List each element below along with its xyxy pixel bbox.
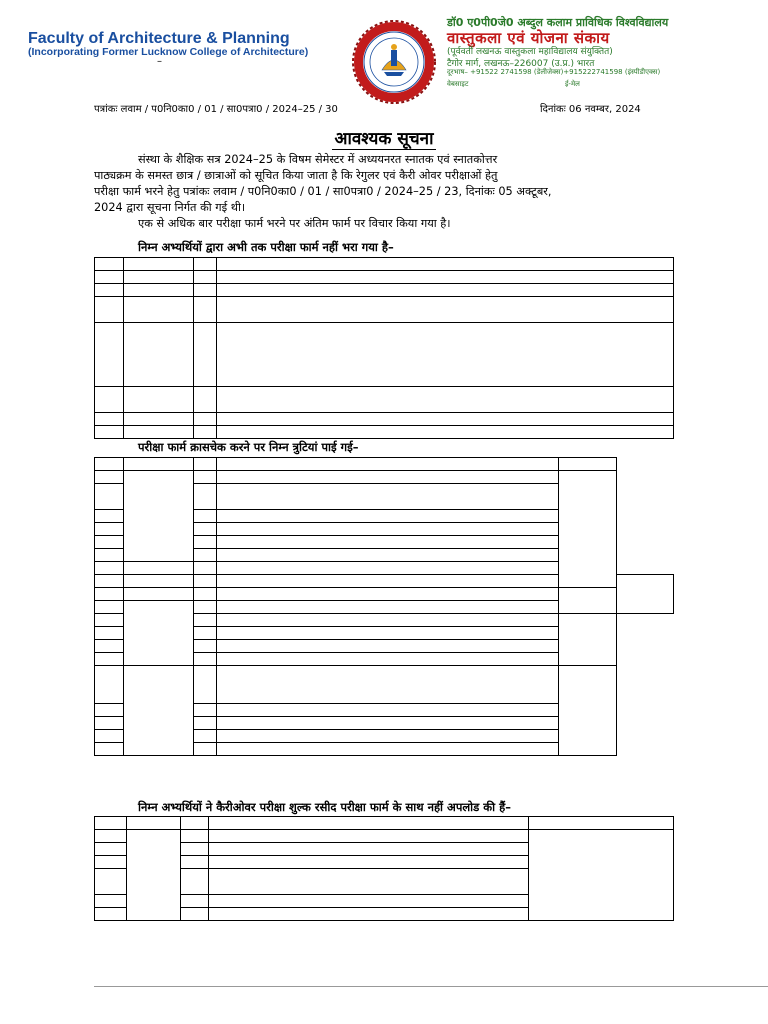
- faculty-hindi-name: वास्तुकला एवं योजना संकाय: [447, 29, 610, 47]
- notice-line: संस्था के शैक्षिक सत्र 2024–25 के विषम सेमेस्टर में अध्ययनरत स्नातक एवं स्नातकोत्तर: [138, 153, 498, 166]
- footer-divider: [94, 986, 768, 987]
- table-row: [95, 297, 674, 323]
- website-label: वेबसाइट: [447, 80, 469, 88]
- section-not-filled-title: निम्न अभ्यर्थियों द्वारा अभी तक परीक्षा फार्म नहीं भरा गया है–: [138, 240, 394, 254]
- table-row: [95, 323, 674, 387]
- reference-number: पत्रांकः लवाम / प0नि0का0 / 01 / सा0पत्रा0 / 2024–25 / 30: [94, 104, 338, 115]
- notice-line: परीक्षा फार्म भरने हेतु पत्रांकः लवाम / प0नि0का0 / 01 / सा0पत्रा0 / 2024–25 / 23, दिनांकः 05 अक्टूबर,: [94, 185, 552, 198]
- table-row: [95, 666, 674, 704]
- notice-heading-text: आवश्यक सूचना: [334, 129, 434, 149]
- university-seal-logo: [352, 20, 436, 104]
- address-hindi: टैगोर मार्ग, लखनऊ–226007 (उ.प्र.) भारत: [447, 59, 595, 69]
- notice-line: 2024 द्वारा सूचना निर्गत की गई थी।: [94, 201, 246, 214]
- former-college-hindi: (पूर्ववर्ती लखनऊ वास्तुकला महाविद्यालय संयुक्तित): [447, 47, 613, 57]
- email-label: ई-मेल: [565, 80, 580, 88]
- university-hindi-name: डॉ0 ए0पी0जे0 अब्दुल कलाम प्राविधिक विश्वविद्यालय: [447, 16, 669, 29]
- table-row: [95, 258, 674, 271]
- table-row: [95, 426, 674, 439]
- table-row: [95, 471, 674, 484]
- errors-table: [94, 457, 674, 756]
- table-row: [95, 458, 674, 471]
- table-row: [95, 284, 674, 297]
- table-row: [95, 817, 674, 830]
- faculty-english-subtitle: (Incorporating Former Lucknow College of Architecture): [28, 46, 309, 58]
- table-row: [95, 588, 674, 601]
- table-row: [95, 830, 674, 843]
- table-row: [95, 387, 674, 413]
- notice-line: पाठ्यक्रम के समस्त छात्र / छात्राओं को सूचित किया जाता है कि रेगुलर एवं कैरी ओवर परीक्षाओं हेतु: [94, 169, 498, 182]
- notice-line: एक से अधिक बार परीक्षा फार्म भरने पर अंतिम फार्म पर विचार किया गया है।: [138, 217, 451, 230]
- section-receipt-title: निम्न अभ्यर्थियों ने कैरीओवर परीक्षा शुल्क रसीद परीक्षा फार्म के साथ नहीं अपलोड की हैं–: [138, 800, 511, 814]
- table-row: [95, 413, 674, 426]
- table-row: [95, 271, 674, 284]
- section-errors-title: परीक्षा फार्म क्रासचेक करने पर निम्न त्रुटियां पाई गई–: [138, 440, 359, 454]
- phone-hindi: दूरभाष– +91522 2741598 (डेलीजेक्स)+915222741598 (इंस्पीडीएक्स): [447, 68, 661, 76]
- not-filled-table: [94, 257, 674, 439]
- notice-heading: [0, 126, 768, 149]
- faculty-english-title: Faculty of Architecture & Planning: [28, 30, 290, 47]
- subtitle-dash: –: [157, 56, 162, 67]
- receipt-table: [94, 816, 674, 921]
- table-row: [95, 601, 674, 614]
- notice-date: दिनांकः 06 नवम्बर, 2024: [540, 104, 641, 115]
- notice-body: [94, 152, 674, 232]
